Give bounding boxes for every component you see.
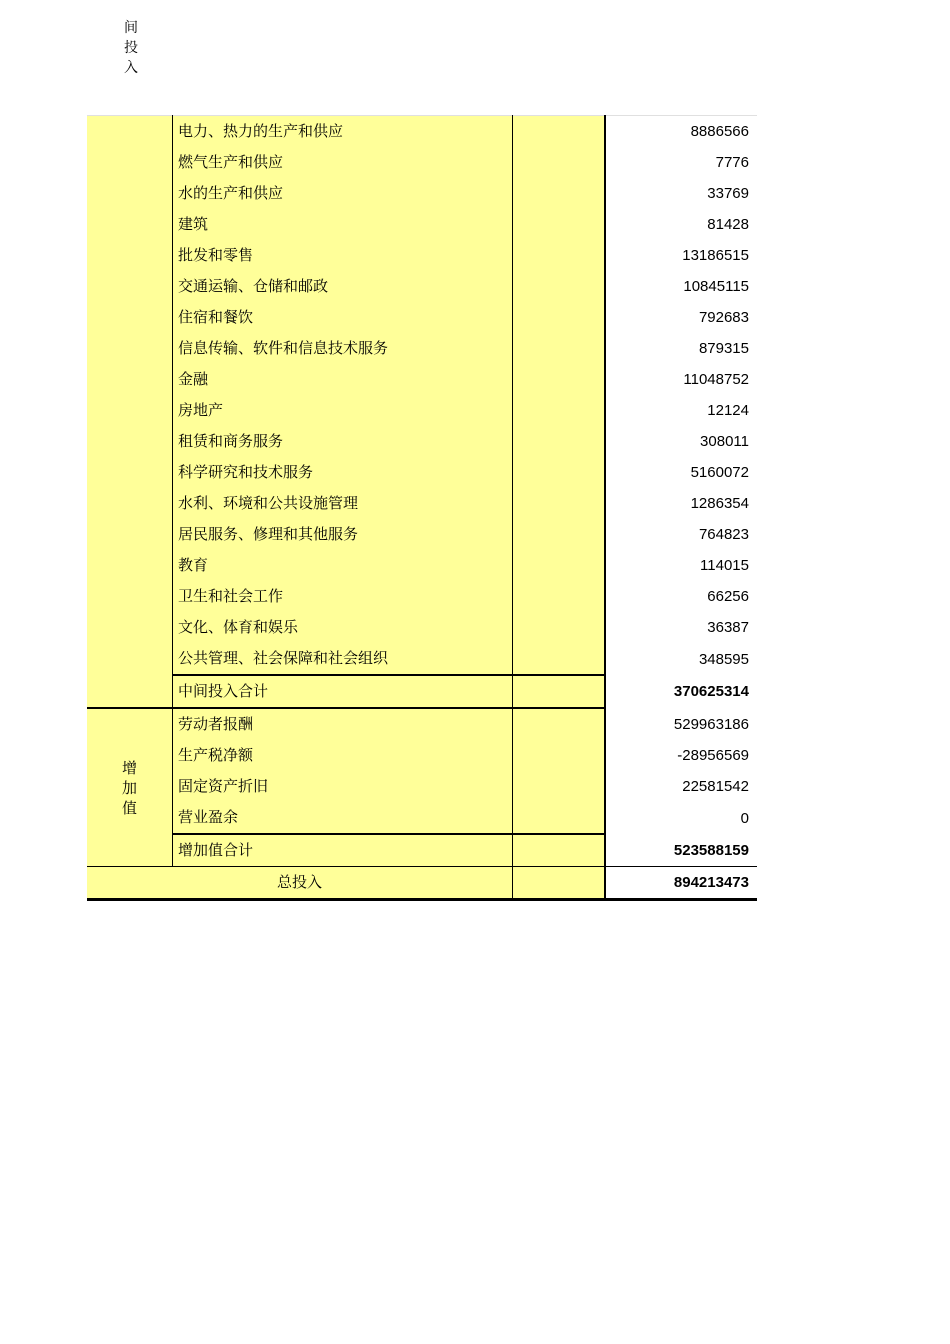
table-row xyxy=(87,708,757,740)
table-row xyxy=(87,147,757,178)
intermediate-total-row xyxy=(87,675,757,708)
blank-cell xyxy=(513,364,606,395)
row-label: 卫生和社会工作 xyxy=(173,581,513,612)
blank-cell xyxy=(513,550,606,581)
blank-cell xyxy=(513,675,606,708)
table-row xyxy=(87,581,757,612)
table-row xyxy=(87,643,757,675)
value-added-total-label: 增加值合计 xyxy=(173,834,513,867)
blank-cell xyxy=(513,708,606,740)
row-label: 电力、热力的生产和供应 xyxy=(173,116,513,148)
row-label: 交通运输、仓储和邮政 xyxy=(173,271,513,302)
row-label: 科学研究和技术服务 xyxy=(173,457,513,488)
value-added-total-value: 523588159 xyxy=(605,834,757,867)
grand-total-value: 894213473 xyxy=(605,867,757,900)
blank-cell xyxy=(513,488,606,519)
blank-cell xyxy=(513,333,606,364)
blank-cell xyxy=(513,867,606,900)
row-value: 13186515 xyxy=(605,240,757,271)
row-value: 114015 xyxy=(605,550,757,581)
blank-cell xyxy=(513,802,606,834)
row-value: 7776 xyxy=(605,147,757,178)
blank-cell xyxy=(513,395,606,426)
table-row xyxy=(87,271,757,302)
table-row xyxy=(87,488,757,519)
row-value: 22581542 xyxy=(605,771,757,802)
category-char: 加 xyxy=(121,778,137,797)
value-added-category-cell xyxy=(87,708,173,867)
vertical-char: 间 xyxy=(124,20,138,36)
row-label: 房地产 xyxy=(173,395,513,426)
row-value: 8886566 xyxy=(605,116,757,148)
row-label: 营业盈余 xyxy=(173,802,513,834)
table-row xyxy=(87,333,757,364)
row-value: 33769 xyxy=(605,178,757,209)
row-value: 792683 xyxy=(605,302,757,333)
blank-cell xyxy=(513,581,606,612)
row-value: 12124 xyxy=(605,395,757,426)
row-label: 公共管理、社会保障和社会组织 xyxy=(173,643,513,675)
blank-cell xyxy=(513,178,606,209)
row-value: 529963186 xyxy=(605,708,757,740)
vertical-char: 入 xyxy=(124,60,138,76)
row-value: 308011 xyxy=(605,426,757,457)
table-row xyxy=(87,364,757,395)
category-char: 增 xyxy=(121,758,137,777)
blank-cell xyxy=(513,147,606,178)
intermediate-category-cell xyxy=(87,116,173,676)
row-label: 教育 xyxy=(173,550,513,581)
blank-cell xyxy=(513,771,606,802)
table-row xyxy=(87,550,757,581)
table-row xyxy=(87,771,757,802)
input-table xyxy=(87,115,757,901)
row-label: 燃气生产和供应 xyxy=(173,147,513,178)
row-value: 0 xyxy=(605,802,757,834)
blank-cell xyxy=(513,834,606,867)
row-label: 劳动者报酬 xyxy=(173,708,513,740)
grand-total-row xyxy=(87,867,757,900)
table-row xyxy=(87,240,757,271)
blank-cell xyxy=(513,612,606,643)
table-row xyxy=(87,116,757,148)
table-row xyxy=(87,519,757,550)
value-added-total-row xyxy=(87,834,757,867)
row-value: 81428 xyxy=(605,209,757,240)
row-label: 水的生产和供应 xyxy=(173,178,513,209)
blank-cell xyxy=(513,240,606,271)
table-row xyxy=(87,612,757,643)
table-row xyxy=(87,457,757,488)
grand-total-label: 总投入 xyxy=(87,867,513,900)
table-row xyxy=(87,426,757,457)
intermediate-input-vertical-label xyxy=(122,18,140,78)
row-label: 居民服务、修理和其他服务 xyxy=(173,519,513,550)
blank-cell xyxy=(513,209,606,240)
input-output-table xyxy=(87,115,757,901)
blank-cell xyxy=(513,519,606,550)
table-row xyxy=(87,802,757,834)
row-label: 生产税净额 xyxy=(173,740,513,771)
row-label: 固定资产折旧 xyxy=(173,771,513,802)
table-row xyxy=(87,302,757,333)
row-value: 1286354 xyxy=(605,488,757,519)
row-value: -28956569 xyxy=(605,740,757,771)
blank-cell xyxy=(513,302,606,333)
intermediate-total-value: 370625314 xyxy=(605,675,757,708)
intermediate-category-cell-end xyxy=(87,675,173,708)
row-value: 5160072 xyxy=(605,457,757,488)
blank-cell xyxy=(513,426,606,457)
table-row xyxy=(87,395,757,426)
row-value: 879315 xyxy=(605,333,757,364)
row-label: 建筑 xyxy=(173,209,513,240)
table-body xyxy=(87,116,757,900)
row-value: 66256 xyxy=(605,581,757,612)
blank-cell xyxy=(513,116,606,148)
row-label: 住宿和餐饮 xyxy=(173,302,513,333)
row-label: 水利、环境和公共设施管理 xyxy=(173,488,513,519)
table-row xyxy=(87,209,757,240)
intermediate-total-label: 中间投入合计 xyxy=(173,675,513,708)
row-value: 764823 xyxy=(605,519,757,550)
category-char: 值 xyxy=(121,798,137,817)
row-value: 348595 xyxy=(605,643,757,675)
row-value: 10845115 xyxy=(605,271,757,302)
table-row xyxy=(87,740,757,771)
row-label: 批发和零售 xyxy=(173,240,513,271)
row-label: 文化、体育和娱乐 xyxy=(173,612,513,643)
row-label: 租赁和商务服务 xyxy=(173,426,513,457)
vertical-char: 投 xyxy=(124,40,138,56)
blank-cell xyxy=(513,740,606,771)
table-row xyxy=(87,178,757,209)
blank-cell xyxy=(513,457,606,488)
row-label: 信息传输、软件和信息技术服务 xyxy=(173,333,513,364)
row-value: 36387 xyxy=(605,612,757,643)
blank-cell xyxy=(513,271,606,302)
row-label: 金融 xyxy=(173,364,513,395)
blank-cell xyxy=(513,643,606,675)
row-value: 11048752 xyxy=(605,364,757,395)
